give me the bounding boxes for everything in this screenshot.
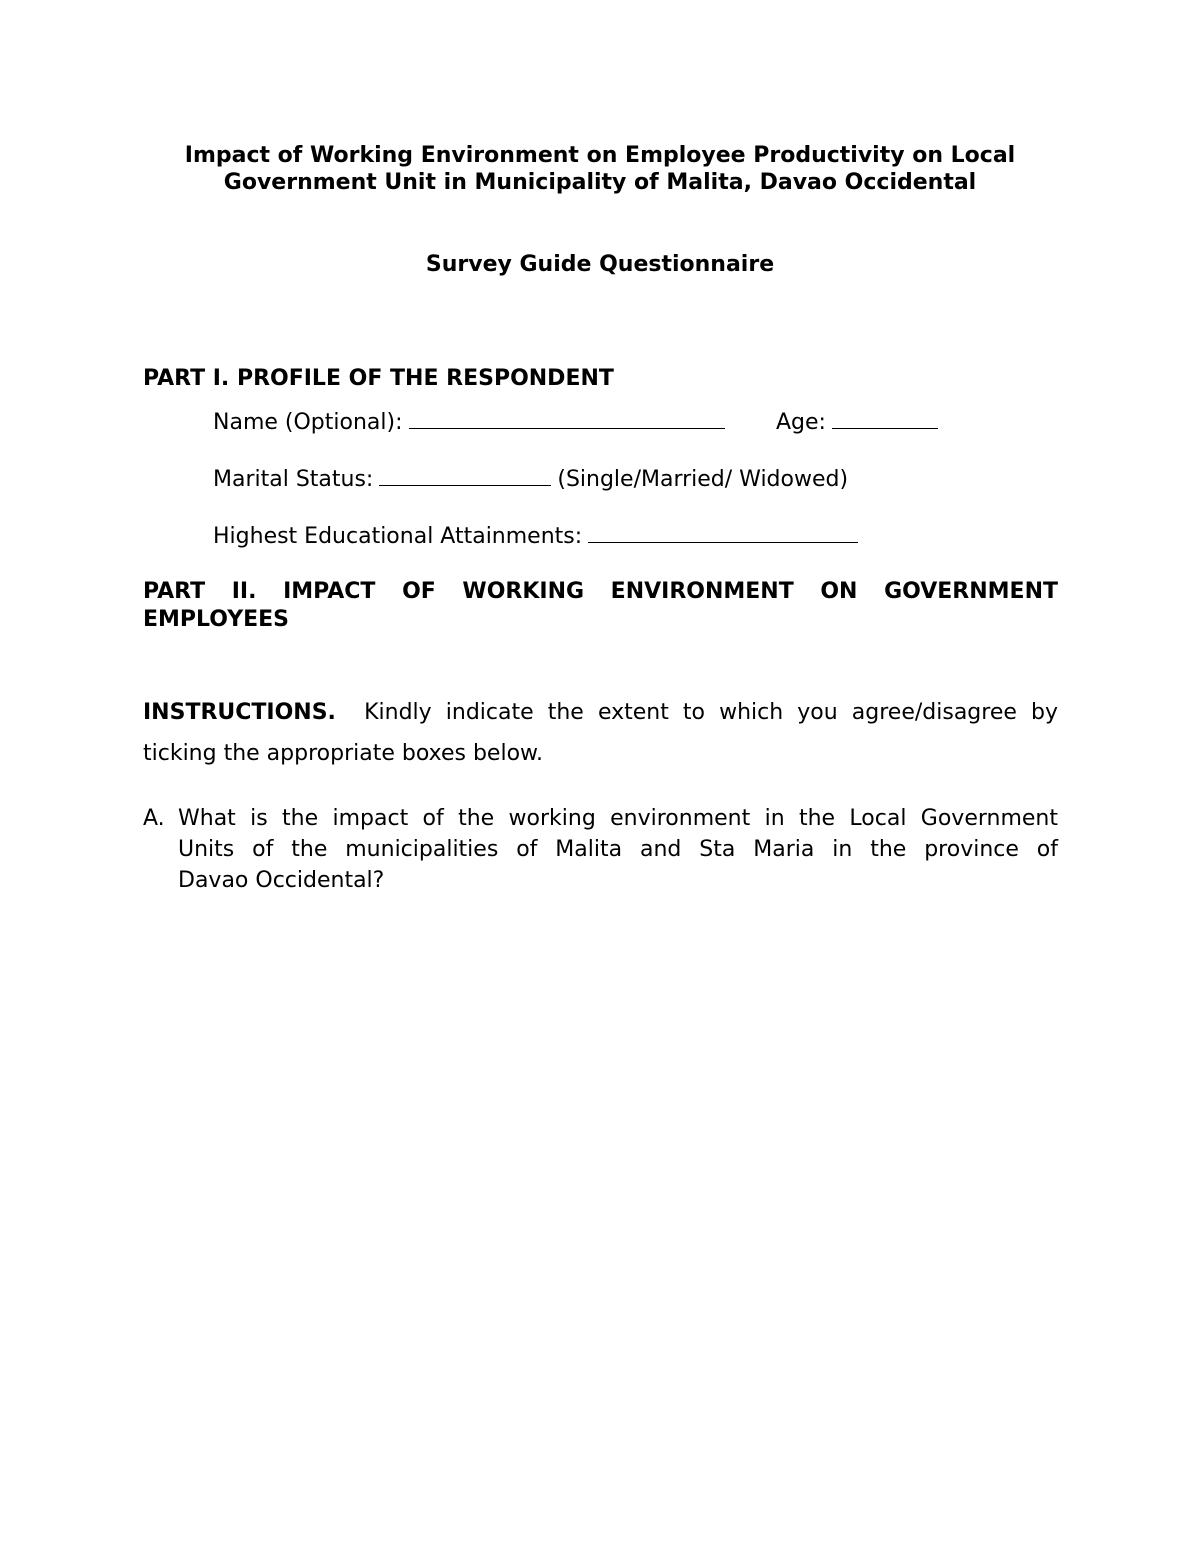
- question-a-line-3: Davao Occidental?: [178, 868, 385, 893]
- age-blank-line[interactable]: [832, 408, 938, 429]
- age-field: [776, 408, 938, 437]
- question-a-line-2: Units of the municipalities of Malita and Sta Maria in the province of: [178, 837, 1058, 862]
- part-2-heading-line-2: EMPLOYEES: [143, 607, 290, 632]
- marital-status-label: Marital Status:: [213, 467, 374, 492]
- instructions-text-line-2: ticking the appropriate boxes below.: [143, 741, 543, 766]
- question-a: [143, 803, 1058, 896]
- instructions-label: INSTRUCTIONS.: [143, 700, 336, 725]
- marital-status-blank-line[interactable]: [379, 465, 551, 486]
- document-title: [100, 142, 1100, 196]
- title-line-1: Impact of Working Environment on Employee Productivity on Local: [184, 143, 1016, 168]
- education-label: Highest Educational Attainments:: [213, 524, 583, 549]
- question-a-text: [178, 803, 1058, 896]
- name-blank-line[interactable]: [409, 408, 725, 429]
- name-label: Name (Optional):: [213, 410, 403, 435]
- instructions-line-1: [143, 692, 1058, 733]
- marital-status-options: (Single/Married/ Widowed): [557, 467, 849, 492]
- document-subtitle: Survey Guide Questionnaire: [425, 252, 775, 277]
- instructions-text-line-1: Kindly indicate the extent to which you agree/disagree by: [364, 700, 1058, 725]
- title-line-2: Government Unit in Municipality of Malita, Davao Occidental: [223, 170, 977, 195]
- part-2-heading: [143, 578, 1058, 634]
- marital-status-field: [213, 465, 848, 494]
- name-field: [213, 408, 725, 437]
- education-field: [213, 522, 858, 551]
- question-a-line-1: What is the impact of the working environment in the Local Government: [178, 806, 1058, 831]
- part-1-heading: PART I. PROFILE OF THE RESPONDENT: [143, 366, 614, 391]
- part-2-heading-line-1: PART II. IMPACT OF WORKING ENVIRONMENT ON GOVERNMENT: [143, 579, 1058, 604]
- education-blank-line[interactable]: [588, 522, 858, 543]
- instructions-paragraph: [143, 692, 1058, 774]
- age-label: Age:: [776, 410, 826, 435]
- question-a-label: A.: [143, 806, 165, 831]
